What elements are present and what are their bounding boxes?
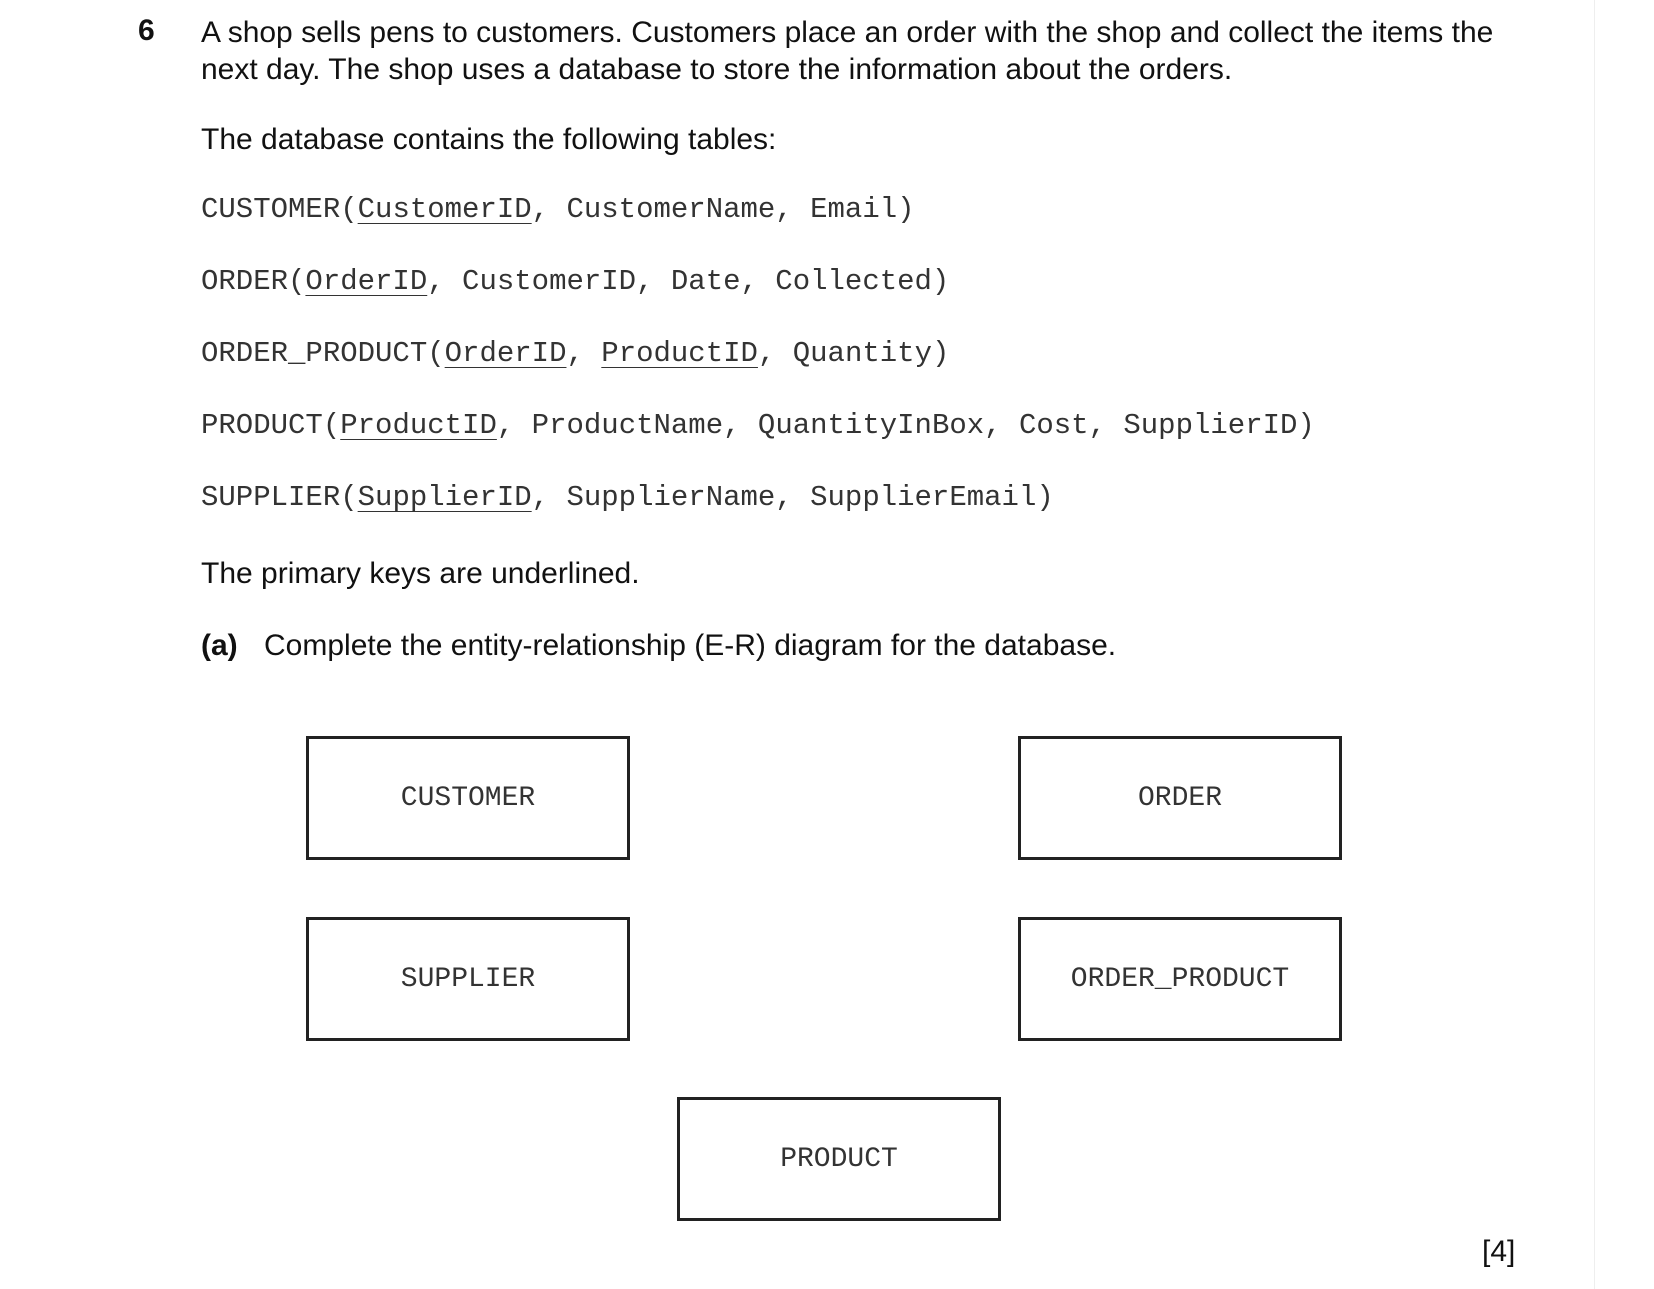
schema-table-name: ORDER	[201, 265, 289, 298]
schema-open-paren: (	[340, 481, 358, 514]
schema-open-paren: (	[288, 265, 306, 298]
part-a-text: Complete the entity-relationship (E-R) diagram for the database.	[264, 629, 1117, 662]
entity-customer-label: CUSTOMER	[400, 782, 536, 814]
schema-table-name: SUPPLIER	[201, 481, 341, 514]
schema-table-name: PRODUCT	[201, 409, 323, 442]
entity-order-product-box	[1018, 917, 1342, 1041]
entity-product-box	[677, 1097, 1001, 1221]
schema-table-name: CUSTOMER	[201, 193, 341, 226]
schema-attributes: , CustomerName, Email)	[531, 193, 915, 226]
part-a-label: (a)	[201, 629, 238, 662]
entity-order-box	[1018, 736, 1342, 860]
schema-primary-key: OrderID	[305, 265, 428, 298]
schema-primary-key: CustomerID	[357, 193, 532, 226]
intro-line-1: A shop sells pens to customers. Customers place an order with the shop and collect the items the	[201, 16, 1494, 49]
schema-separator: ,	[566, 337, 602, 370]
intro-line-2: next day. The shop uses a database to store the information about the orders.	[201, 53, 1233, 86]
schema-primary-key: OrderID	[444, 337, 567, 370]
part-a-prompt	[201, 629, 1116, 663]
question-intro	[201, 14, 1541, 88]
entity-supplier-label: SUPPLIER	[400, 963, 536, 995]
primary-keys-note: The primary keys are underlined.	[201, 557, 640, 590]
schema-primary-key: ProductID	[601, 337, 758, 370]
schema-table-name: ORDER_PRODUCT	[201, 337, 428, 370]
marks-indicator: [4]	[1482, 1235, 1516, 1268]
schema-attributes: , CustomerID, Date, Collected)	[427, 265, 950, 298]
question-number: 6	[138, 14, 155, 47]
schema-customer	[201, 193, 915, 226]
schema-product	[201, 409, 1315, 442]
schema-open-paren: (	[322, 409, 341, 442]
schema-order	[201, 265, 949, 298]
schema-attributes: , ProductName, QuantityInBox, Cost, SupplierID)	[496, 409, 1315, 442]
entity-order-product-label: ORDER_PRODUCT	[1070, 963, 1290, 995]
schema-open-paren: (	[340, 193, 358, 226]
schema-primary-key: ProductID	[340, 409, 497, 442]
schema-supplier	[201, 481, 1054, 514]
schema-primary-key: SupplierID	[357, 481, 532, 514]
entity-order-label: ORDER	[1137, 782, 1222, 814]
schema-attributes: , Quantity)	[757, 337, 950, 370]
schema-attributes: , SupplierName, SupplierEmail)	[531, 481, 1054, 514]
entity-product-label: PRODUCT	[780, 1143, 898, 1175]
schema-open-paren: (	[427, 337, 445, 370]
entity-supplier-box	[306, 917, 630, 1041]
entity-customer-box	[306, 736, 630, 860]
tables-lead-text: The database contains the following tables:	[201, 123, 777, 156]
page-edge-line	[1594, 0, 1595, 1289]
schema-order-product	[201, 337, 949, 370]
